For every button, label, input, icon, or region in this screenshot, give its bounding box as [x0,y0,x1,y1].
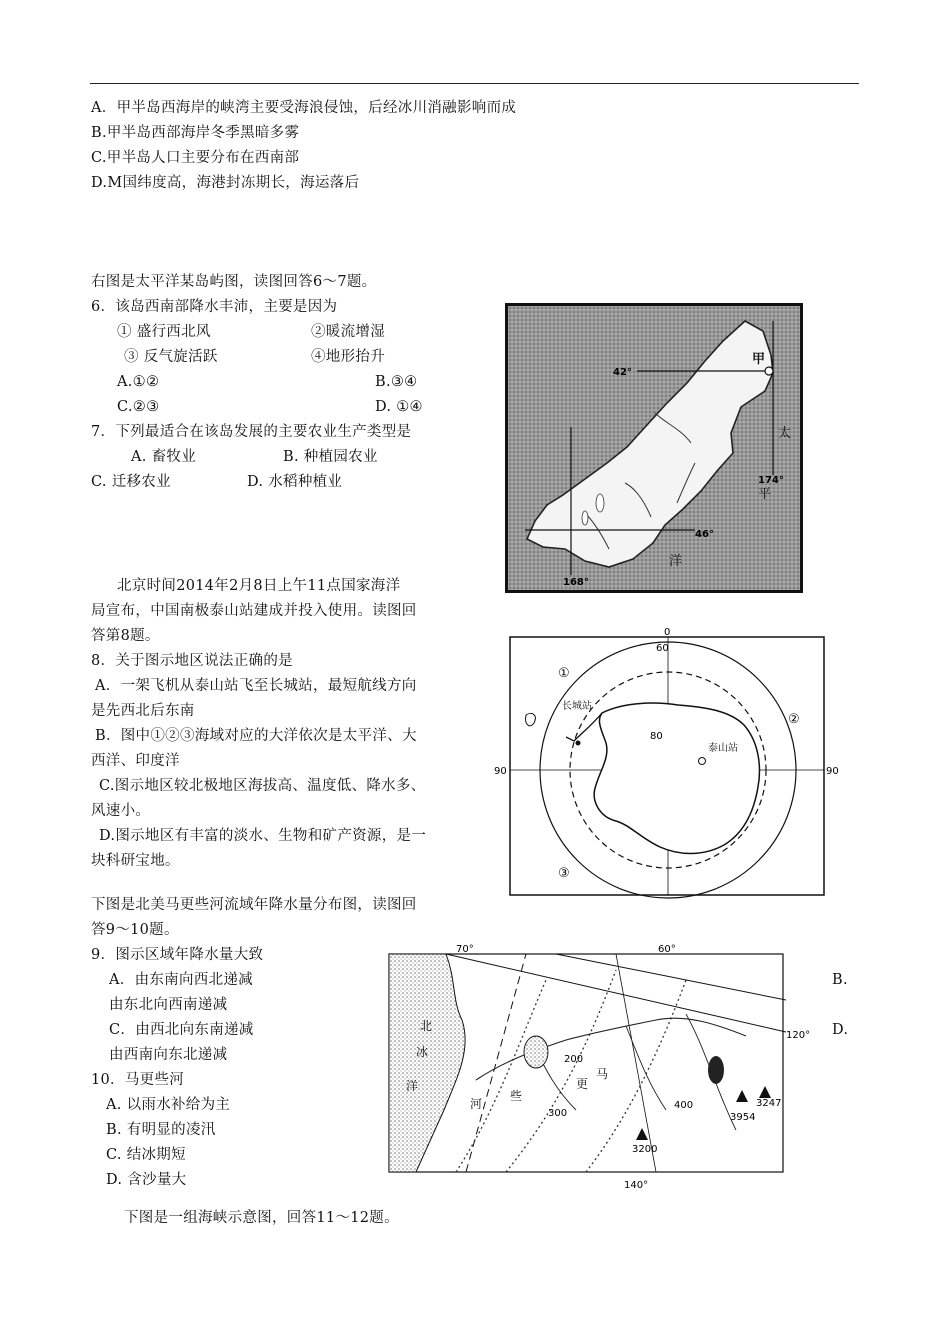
map-sea-yang: 洋 [406,1079,419,1093]
map-river-geng: 更 [576,1077,589,1091]
map-peak-3954: 3954 [730,1112,756,1123]
map-lat-46: 46° [695,529,714,540]
map-sea-3: ③ [558,866,570,881]
q9-option-b-marker: B. [832,972,848,988]
q6-option-a: A.①② [117,374,160,390]
map-river-xie: 些 [510,1089,523,1103]
section-9-10-intro-line-1: 下图是北美马更些河流域年降水量分布图，读图回 [91,897,417,913]
q6-item-3: ③ 反气旋活跃 [124,349,218,365]
map-iso-300: 300 [548,1108,568,1119]
q8-option-b-line-2: 西洋、印度洋 [91,753,180,769]
q8-option-a-line-1: A．一架飞机从泰山站飞至长城站，最短航线方向 [95,678,417,694]
q6-item-4: ④地形抬升 [311,349,385,365]
q9-option-d-marker: D. [832,1022,849,1038]
q9-stem: 9．图示区域年降水量大致 [91,947,264,963]
section-8-intro-line-3: 答第8题。 [91,628,160,644]
section-6-7-intro: 右图是太平洋某岛屿图，读图回答6～7题。 [91,274,377,290]
map-lon-60: 60° [658,944,676,955]
q10-option-c: C. 结冰期短 [106,1147,186,1163]
map-lon-0: 0 [664,627,671,638]
q8-stem: 8．关于图示地区说法正确的是 [91,653,293,669]
q7-option-d: D. 水稻种植业 [247,474,343,490]
map-ocean-ping: 平 [758,487,772,502]
map-lat-42: 42° [613,367,632,378]
island-map [505,303,803,593]
q6-option-b: B.③④ [375,374,418,390]
q5-option-a: A．甲半岛西海岸的峡湾主要受海浪侵蚀，后经冰川消融影响而成 [91,100,517,116]
q6-option-c: C.②③ [117,399,160,415]
q8-option-d-line-2: 块科研宝地。 [91,853,180,869]
q8-option-b-line-1: B．图中①②③海域对应的大洋依次是太平洋、大 [95,728,417,744]
q8-option-d-line-1: D.图示地区有丰富的淡水、生物和矿产资源，是一 [99,828,427,844]
q8-option-c-line-2: 风速小。 [91,803,151,819]
q6-stem: 6．该岛西南部降水丰沛，主要是因为 [91,299,338,315]
map-lon-140: 140° [624,1180,649,1190]
section-9-10-intro-line-2: 答9～10题。 [91,922,179,938]
header-rule [90,83,859,84]
map-ocean-yang: 洋 [669,554,683,569]
map-sea-1: ① [558,666,570,681]
map-peak-3247: 3247 [756,1098,782,1109]
map-iso-400: 400 [674,1100,694,1111]
map-lon-70: 70° [456,944,474,955]
map-label-jia: 甲 [752,352,766,367]
map-river-he: 河 [470,1097,483,1111]
q9-option-c: C．由西北向东南递减 [109,1022,254,1038]
map-lon-168: 168° [563,577,589,588]
q5-option-c: C.甲半岛人口主要分布在西南部 [91,150,300,166]
q7-option-a: A. 畜牧业 [131,449,196,465]
map-iso-200: 200 [564,1054,584,1065]
q7-stem: 7．下列最适合在该岛发展的主要农业生产类型是 [91,424,412,440]
q9-option-b: 由东北向西南递减 [109,997,228,1013]
map-lon-174: 174° [758,475,784,486]
antarctica-map [492,625,842,903]
map-lat-80: 80 [650,731,663,742]
map-station-taishan: 泰山站 [708,743,738,754]
q7-option-c: C. 迁移农业 [91,474,171,490]
map-peak-3200: 3200 [632,1144,658,1155]
map-station-changcheng: 长城站 [562,701,592,712]
q7-option-b: B. 种植园农业 [283,449,378,465]
map-sea-bing: 冰 [416,1045,429,1059]
q9-option-a: A．由东南向西北递减 [109,972,253,988]
map-lon-90-left: 90 [494,766,507,777]
q6-item-2: ②暖流增湿 [311,324,385,340]
map-lon-120: 120° [786,1030,811,1041]
q6-item-1: ① 盛行西北风 [117,324,211,340]
map-river-ma: 马 [596,1067,609,1081]
mackenzie-map [386,940,814,1190]
q6-option-d: D. ①④ [375,399,423,415]
q10-option-a: A. 以雨水补给为主 [106,1097,231,1113]
q9-option-d: 由西南向东北递减 [109,1047,228,1063]
map-sea-bei: 北 [420,1019,433,1033]
section-8-intro-line-2: 局宣布，中国南极泰山站建成并投入使用。读图回 [91,603,417,619]
map-sea-2: ② [788,712,800,727]
q10-option-b: B. 有明显的凌汛 [106,1122,216,1138]
q10-stem: 10．马更些河 [91,1072,185,1088]
q10-option-d: D. 含沙量大 [106,1172,187,1188]
q8-option-c-line-1: C.图示地区较北极地区海拔高、温度低、降水多、 [99,778,426,794]
section-11-12-intro: 下图是一组海峡示意图，回答11～12题。 [124,1210,399,1226]
q5-option-b: B.甲半岛西部海岸冬季黑暗多雾 [91,125,300,141]
map-lat-60: 60 [656,643,669,654]
q5-option-d: D.M国纬度高，海港封冻期长，海运落后 [91,175,360,191]
map-lon-90-right: 90 [826,766,839,777]
map-ocean-tai: 太 [778,426,792,441]
section-8-intro-line-1: 北京时间2014年2月8日上午11点国家海洋 [117,578,401,594]
q8-option-a-line-2: 是先西北后东南 [91,703,195,719]
